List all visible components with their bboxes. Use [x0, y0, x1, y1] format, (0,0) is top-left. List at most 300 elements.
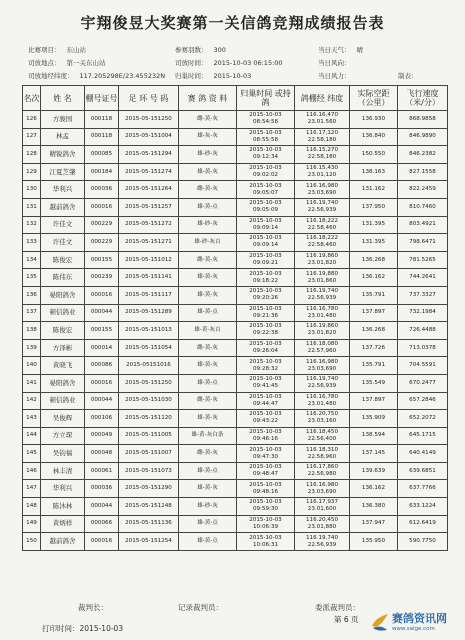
return-time-cell-line: 2015-10-03	[249, 464, 282, 471]
release-place-label: 司放地点：	[28, 59, 61, 67]
return-time-cell-line: 09:05:07	[252, 189, 279, 196]
pigeon-cell: 雄-黄-灰	[179, 480, 237, 498]
coords-cell	[295, 374, 350, 392]
shed-cell: 000239	[85, 269, 119, 287]
rank-cell: 144	[23, 427, 41, 445]
coords-cell-line: 22.56,939	[307, 383, 337, 390]
return-time-cell-line: 09:02:02	[252, 172, 279, 179]
shed-cell: 000044	[85, 304, 119, 322]
coords-cell-line: 116.18,450	[305, 428, 339, 435]
return-time-label: 归巢时间：	[175, 72, 208, 80]
speed-cell: 868.9858	[398, 111, 448, 129]
return-time-cell-line: 2015-10-03	[249, 147, 282, 154]
table-row	[23, 374, 448, 392]
return-time-cell-line: 2015-10-03	[249, 305, 282, 312]
distance-cell: 137.145	[350, 445, 398, 463]
rank-cell: 148	[23, 498, 41, 516]
coords-cell-line: 23.01,480	[307, 312, 337, 319]
coords-cell-line: 116.19,860	[305, 253, 339, 260]
coords-cell-line: 116.19,880	[305, 270, 339, 277]
return-time-cell	[237, 163, 295, 181]
rank-cell: 145	[23, 445, 41, 463]
return-time-cell-line: 09:12:34	[252, 154, 279, 161]
return-time-cell-line: 09:26:04	[252, 348, 279, 355]
coords-cell	[295, 445, 350, 463]
coords-cell-line: 116.19,740	[305, 288, 339, 295]
entries-value: 300	[213, 46, 226, 54]
pigeon-cell: 雄-砂-灰白	[179, 234, 237, 252]
coords-cell-line: 116.18,080	[305, 341, 339, 348]
coords-cell-line: 22.56,939	[307, 207, 337, 214]
name-cell: 顿信鸽业	[41, 304, 85, 322]
return-time-cell-line: 09:09:14	[252, 224, 279, 231]
rank-cell: 135	[23, 269, 41, 287]
distance-cell: 139.639	[350, 462, 398, 480]
ring-cell: 2015-05-151250	[119, 111, 179, 129]
speed-cell: 612.6419	[398, 515, 448, 533]
return-time-cell	[237, 480, 295, 498]
distance-cell: 131.395	[350, 216, 398, 234]
distance-cell: 137.897	[350, 304, 398, 322]
coords-cell-line: 22.56,400	[307, 435, 337, 442]
coords-cell-line: 116.17,937	[305, 499, 339, 506]
print-time-label: 打印时间：	[42, 624, 80, 633]
coords-cell-line: 116.16,980	[305, 481, 339, 488]
rank-cell: 129	[23, 163, 41, 181]
ring-cell: 2015-05-151030	[119, 392, 179, 410]
coords-cell	[295, 198, 350, 216]
pigeon-cell: 雄-黄-灰	[179, 269, 237, 287]
shed-cell: 000044	[85, 392, 119, 410]
distance-cell: 137.950	[350, 198, 398, 216]
shed-cell: 000016	[85, 198, 119, 216]
coords-cell-line: 23.01,480	[307, 400, 337, 407]
table-row	[23, 322, 448, 340]
shed-cell: 000036	[85, 480, 119, 498]
return-time-cell-line: 2015-10-03	[249, 534, 282, 541]
header-rank: 名次	[23, 86, 41, 111]
return-time-cell-line: 09:48:47	[252, 471, 279, 478]
ring-cell: 2015-05-151271	[119, 234, 179, 252]
shed-cell: 000118	[85, 128, 119, 146]
rank-cell: 142	[23, 392, 41, 410]
coords-cell-line: 116.19,740	[305, 376, 339, 383]
pigeon-cell: 雄-黄-点	[179, 515, 237, 533]
rank-cell: 126	[23, 111, 41, 129]
header-distance: 实际空距 （公里）	[350, 86, 398, 111]
coords-cell	[295, 163, 350, 181]
rank-cell: 133	[23, 234, 41, 252]
coords-cell	[295, 322, 350, 340]
return-time-cell-line: 09:46:16	[252, 435, 279, 442]
weather-value: 晴	[356, 46, 363, 54]
coords-cell	[295, 410, 350, 428]
coords-cell	[295, 480, 350, 498]
table-header-row	[23, 86, 448, 111]
coords-cell	[295, 392, 350, 410]
distance-cell: 137.726	[350, 339, 398, 357]
return-time-cell-line: 2015-10-03	[249, 129, 282, 136]
return-time-cell-line: 2015-10-03	[249, 253, 282, 260]
return-time-cell	[237, 427, 295, 445]
coords-cell-line: 116.16,780	[305, 393, 339, 400]
ring-cell: 2015-05151016	[119, 357, 179, 375]
pigeon-cell: 雄-黄-点	[179, 533, 237, 551]
release-place-value: 第一关东山站	[66, 59, 106, 67]
name-cell: 吴钧福	[41, 445, 85, 463]
coords-cell	[295, 462, 350, 480]
shed-cell: 000118	[85, 111, 119, 129]
table-row	[23, 111, 448, 129]
return-time-cell-line: 09:09:14	[252, 242, 279, 249]
coords-cell-line: 22.58,460	[307, 224, 337, 231]
name-cell: 许佳文	[41, 216, 85, 234]
distance-cell: 135.791	[350, 286, 398, 304]
name-cell: 陈俊宏	[41, 251, 85, 269]
name-cell: 华利兴	[41, 480, 85, 498]
ring-cell: 2015-05-151250	[119, 374, 179, 392]
return-time-cell-line: 2015-10-03	[249, 376, 282, 383]
ring-cell: 2015-05-151264	[119, 181, 179, 199]
race-item-info	[28, 45, 86, 54]
distance-cell: 138.594	[350, 427, 398, 445]
return-time-cell-line: 2015-10-03	[249, 341, 282, 348]
watermark	[370, 610, 462, 638]
return-time-cell	[237, 410, 295, 428]
rank-cell: 130	[23, 181, 41, 199]
return-time-cell-line: 09:59:30	[252, 506, 279, 513]
report-title: 宇翔俊昱大奖赛第一关信鸽竞翔成绩报告表	[80, 14, 385, 32]
name-cell: 黄晓飞	[41, 357, 85, 375]
return-time-cell	[237, 339, 295, 357]
coords-cell-line: 116.15,430	[305, 165, 339, 172]
header-return-time: 归巢时间 或持鸽	[237, 86, 295, 111]
return-time-cell-line: 2015-10-03	[249, 499, 282, 506]
speed-cell: 657.2846	[398, 392, 448, 410]
header-pigeon: 赛 鸽 资 料	[179, 86, 237, 111]
coords-cell	[295, 128, 350, 146]
coords-cell	[295, 111, 350, 129]
coords-cell-line: 116.19,740	[305, 200, 339, 207]
return-time-cell-line: 09:09:21	[252, 260, 279, 267]
coords-value: 117.205298E/23.455232N	[79, 72, 166, 80]
print-time-value: 2015-10-03	[79, 624, 124, 633]
rank-cell: 150	[23, 533, 41, 551]
coords-cell-line: 116.20,750	[305, 411, 339, 418]
rank-cell: 139	[23, 339, 41, 357]
coords-cell-line: 22.56,939	[307, 295, 337, 302]
coords-cell-line: 23.03,690	[307, 189, 337, 196]
table-row	[23, 146, 448, 164]
coords-cell-line: 22.58,960	[307, 453, 337, 460]
release-time-label: 司放时间：	[175, 59, 208, 67]
ring-cell: 2015-05-151294	[119, 146, 179, 164]
return-time-cell	[237, 111, 295, 129]
coords-cell-line: 22.56,939	[307, 541, 337, 548]
wind-label: 当日风向：	[318, 59, 351, 67]
return-time-cell-line: 2015-10-03	[249, 288, 282, 295]
table-row	[23, 181, 448, 199]
page-number: 第 6 页	[334, 615, 359, 624]
ring-cell: 2015-05-151012	[119, 251, 179, 269]
distance-cell: 136.268	[350, 251, 398, 269]
made-by-info	[398, 71, 418, 80]
distance-cell: 136.930	[350, 111, 398, 129]
distance-cell: 137.947	[350, 515, 398, 533]
distance-cell: 135.549	[350, 374, 398, 392]
pigeon-cell: 雄-黄-灰白条	[179, 427, 237, 445]
shed-cell: 000016	[85, 286, 119, 304]
distance-cell: 138.163	[350, 163, 398, 181]
coords-cell	[295, 286, 350, 304]
ring-cell: 2015-05-151117	[119, 286, 179, 304]
coords-cell-line: 22.58,180	[307, 136, 337, 143]
coords-cell	[295, 146, 350, 164]
coords-cell-line: 116.17,860	[305, 464, 339, 471]
pigeon-cell: 雄-黄-灰	[179, 286, 237, 304]
pigeon-cell: 雄-黄-点	[179, 374, 237, 392]
table-row	[23, 533, 448, 551]
pigeon-cell: 雄-砂-灰	[179, 498, 237, 516]
pigeon-cell: 雄-黄-灰	[179, 163, 237, 181]
return-time-cell	[237, 286, 295, 304]
distance-cell: 136.840	[350, 128, 398, 146]
return-time-cell-line: 2015-10-03	[249, 270, 282, 277]
distance-cell: 131.162	[350, 181, 398, 199]
return-time-cell-line: 2015-10-03	[249, 217, 282, 224]
coords-cell-line: 116.18,222	[305, 217, 339, 224]
coords-cell	[295, 216, 350, 234]
speed-cell: 726.4488	[398, 322, 448, 340]
speed-cell: 732.1984	[398, 304, 448, 322]
rank-cell: 147	[23, 480, 41, 498]
pigeon-cell: 雌-黄-灰	[179, 251, 237, 269]
distance-cell: 136.380	[350, 498, 398, 516]
ring-cell: 2015-05-151005	[119, 427, 179, 445]
distance-cell: 135.791	[350, 357, 398, 375]
shed-cell: 000016	[85, 533, 119, 551]
coords-cell-line: 116.18,310	[305, 446, 339, 453]
speed-cell: 670.2477	[398, 374, 448, 392]
name-cell: 许佳文	[41, 234, 85, 252]
coords-cell-line: 116.16,780	[305, 305, 339, 312]
coords-cell-line: 23.01,820	[307, 260, 337, 267]
pigeon-cell: 雌-黄-灰	[179, 339, 237, 357]
pigeon-cell: 雌-黄-灰	[179, 392, 237, 410]
speed-cell: 781.5265	[398, 251, 448, 269]
pigeon-cell: 雌-黄-灰	[179, 111, 237, 129]
speed-cell: 810.7460	[398, 198, 448, 216]
coords-cell-line: 116.16,470	[305, 112, 339, 119]
speed-cell: 704.5591	[398, 357, 448, 375]
header-name: 姓 名	[41, 86, 85, 111]
name-cell: 华利兴	[41, 181, 85, 199]
coords-cell-line: 22.58,180	[307, 154, 337, 161]
release-time-info	[175, 58, 283, 67]
table-row	[23, 216, 448, 234]
table-row	[23, 251, 448, 269]
name-cell: 陈俊宏	[41, 322, 85, 340]
header-speed: 飞行速度 （米/分）	[398, 86, 448, 111]
return-time-cell-line: 2015-10-03	[249, 481, 282, 488]
ring-cell: 2015-05-151272	[119, 216, 179, 234]
coords-cell-line: 23.01,860	[307, 277, 337, 284]
table-row	[23, 234, 448, 252]
header-ring-no: 足 环 号 码	[119, 86, 179, 111]
shed-cell: 000229	[85, 234, 119, 252]
return-time-cell	[237, 515, 295, 533]
return-time-cell-line: 2015-10-03	[249, 200, 282, 207]
name-cell: 陈伟东	[41, 269, 85, 287]
return-time-cell	[237, 498, 295, 516]
pigeon-cell: 雄-黄-点	[179, 198, 237, 216]
coords-cell	[295, 498, 350, 516]
pigeon-cell: 雄-黄-灰	[179, 410, 237, 428]
coords-cell-line: 23.01,820	[307, 330, 337, 337]
return-time-cell	[237, 322, 295, 340]
name-cell: 林丰清	[41, 462, 85, 480]
table-row	[23, 392, 448, 410]
weather-info	[318, 45, 363, 54]
ring-cell: 2015-05-151054	[119, 339, 179, 357]
rank-cell: 131	[23, 198, 41, 216]
rank-cell: 140	[23, 357, 41, 375]
name-cell: 晏阳鸽舍	[41, 286, 85, 304]
shed-cell: 000061	[85, 462, 119, 480]
name-cell: 越前鸽舍	[41, 533, 85, 551]
return-time-cell-line: 2015-10-03	[249, 358, 282, 365]
pigeon-cell: 雌-黄-灰	[179, 181, 237, 199]
pigeon-cell: 雄-黄-点	[179, 304, 237, 322]
name-cell: 陈沐林	[41, 498, 85, 516]
shed-cell: 000014	[85, 339, 119, 357]
distance-cell: 136.162	[350, 480, 398, 498]
coords-cell-line: 23.01,600	[307, 506, 337, 513]
made-by-label: 制表：	[398, 72, 418, 80]
speed-cell: 645.1715	[398, 427, 448, 445]
committee-label: 委派裁判员：	[315, 603, 360, 612]
rank-cell: 127	[23, 128, 41, 146]
speed-cell: 737.3327	[398, 286, 448, 304]
return-time-cell-line: 2015-10-03	[249, 235, 282, 242]
table-row	[23, 498, 448, 516]
return-time-cell-line: 09:47:30	[252, 453, 279, 460]
speed-cell: 846.2382	[398, 146, 448, 164]
return-time-cell	[237, 269, 295, 287]
name-cell: 江夏芝肇	[41, 163, 85, 181]
return-time-cell-line: 10:06:31	[252, 541, 279, 548]
shed-cell: 000184	[85, 163, 119, 181]
coords-cell	[295, 339, 350, 357]
name-cell: 方骏国	[41, 111, 85, 129]
shed-cell: 000048	[85, 445, 119, 463]
rank-cell: 134	[23, 251, 41, 269]
name-cell: 晏阳鸽舍	[41, 374, 85, 392]
return-time-cell-line: 2015-10-03	[249, 112, 282, 119]
return-time-cell	[237, 128, 295, 146]
speed-cell: 639.6851	[398, 462, 448, 480]
coords-cell-line: 23.01,120	[307, 172, 337, 179]
speed-cell: 590.7750	[398, 533, 448, 551]
wind-force-label: 当日风力：	[318, 72, 351, 80]
coords-cell-line: 116.20,450	[305, 516, 339, 523]
return-time-cell-line: 09:18:22	[252, 277, 279, 284]
pigeon-cell: 雄-黄-点	[179, 462, 237, 480]
name-cell: 顿信鸽业	[41, 392, 85, 410]
coords-cell-line: 23.03,690	[307, 365, 337, 372]
table-row	[23, 304, 448, 322]
speed-cell: 713.0378	[398, 339, 448, 357]
return-time-cell-line: 2015-10-03	[249, 446, 282, 453]
return-time-cell	[237, 533, 295, 551]
speed-cell: 744.2641	[398, 269, 448, 287]
speed-cell: 798.6471	[398, 234, 448, 252]
table-body	[23, 111, 448, 551]
table-row	[23, 339, 448, 357]
speed-cell: 822.2459	[398, 181, 448, 199]
speed-cell: 803.4921	[398, 216, 448, 234]
rank-cell: 137	[23, 304, 41, 322]
coords-cell-line: 116.15,270	[305, 147, 339, 154]
ring-cell: 2015-05-151007	[119, 445, 179, 463]
release-time-value: 2015-10-03 06:15:00	[213, 59, 283, 67]
coords-cell-line: 116.17,120	[305, 129, 339, 136]
shed-cell: 000155	[85, 251, 119, 269]
table-row	[23, 163, 448, 181]
rank-cell: 149	[23, 515, 41, 533]
return-time-cell	[237, 146, 295, 164]
distance-cell: 131.395	[350, 234, 398, 252]
return-time-cell	[237, 304, 295, 322]
coords-cell-line: 23.01.560	[307, 119, 337, 126]
shed-cell: 000106	[85, 410, 119, 428]
return-time-cell	[237, 181, 295, 199]
wind-force-info	[318, 71, 357, 80]
table-row	[23, 128, 448, 146]
table-row	[23, 427, 448, 445]
coords-cell	[295, 357, 350, 375]
race-item-value: 东山站	[66, 46, 86, 54]
name-cell: 越前鸽舍	[41, 198, 85, 216]
results-table	[22, 85, 448, 551]
rank-cell: 128	[23, 146, 41, 164]
print-time	[42, 623, 123, 634]
name-cell: 吴俊辉	[41, 410, 85, 428]
referee-label: 裁判长：	[78, 603, 108, 612]
coords-cell-line: 22.57,960	[307, 348, 337, 355]
ring-cell: 2015-05-151290	[119, 480, 179, 498]
return-time-cell-line: 09:22:38	[252, 330, 279, 337]
rank-cell: 136	[23, 286, 41, 304]
return-time-cell-line: 08:54:58	[252, 119, 279, 126]
coords-cell	[295, 304, 350, 322]
table-row	[23, 269, 448, 287]
coords-cell	[295, 427, 350, 445]
coords-cell	[295, 251, 350, 269]
weather-label: 当日天气：	[318, 46, 351, 54]
return-time-cell	[237, 374, 295, 392]
speed-cell: 652.2072	[398, 410, 448, 428]
speed-cell: 633.1224	[398, 498, 448, 516]
coords-cell	[295, 515, 350, 533]
return-time-info	[175, 71, 251, 80]
shed-cell: 000229	[85, 216, 119, 234]
return-time-cell-line: 09:48:16	[252, 488, 279, 495]
distance-cell: 135.909	[350, 410, 398, 428]
distance-cell: 137.897	[350, 392, 398, 410]
pigeon-cell: 雄-砂-灰	[179, 146, 237, 164]
table-row	[23, 515, 448, 533]
